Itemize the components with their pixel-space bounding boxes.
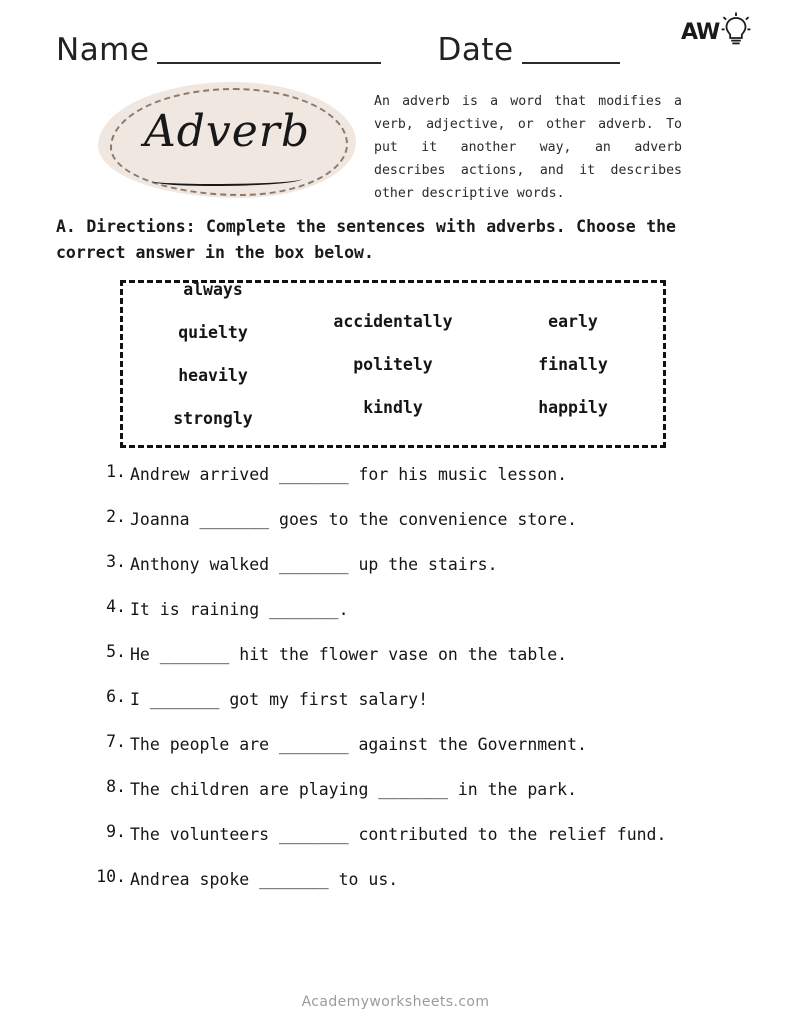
question-item xyxy=(92,638,722,671)
question-item xyxy=(92,458,722,491)
word-bank-item: politely xyxy=(353,354,433,374)
question-item xyxy=(92,593,722,626)
question-text[interactable]: I _______ got my first salary! xyxy=(130,690,429,709)
question-text[interactable]: The people are _______ against the Government. xyxy=(130,735,587,754)
worksheet-header xyxy=(56,0,735,68)
question-number: 4. xyxy=(106,597,126,616)
word-bank-item: always xyxy=(183,280,243,299)
intro-section xyxy=(56,82,735,210)
question-text[interactable]: Anthony walked _______ up the stairs. xyxy=(130,555,498,574)
date-blank-field[interactable] xyxy=(522,62,620,64)
brand-logo xyxy=(681,10,751,54)
question-item xyxy=(92,818,722,851)
word-bank-item: quielty xyxy=(178,323,248,342)
word-bank-item: accidentally xyxy=(333,311,453,331)
question-number: 1. xyxy=(106,462,126,481)
question-item xyxy=(92,863,722,896)
question-text[interactable]: He _______ hit the flower vase on the table. xyxy=(130,645,568,664)
question-item xyxy=(92,728,722,761)
question-text[interactable]: The children are playing _______ in the park. xyxy=(130,780,578,799)
footer-credit: Academyworksheets.com xyxy=(301,994,490,1010)
word-bank-box xyxy=(120,280,666,448)
logo-text: AW xyxy=(681,20,720,45)
question-item xyxy=(92,773,722,806)
question-number: 6. xyxy=(106,687,126,706)
question-item xyxy=(92,548,722,581)
question-number: 2. xyxy=(106,507,126,526)
name-label: Name xyxy=(56,32,150,68)
question-number: 9. xyxy=(106,822,126,841)
name-blank-field[interactable] xyxy=(157,62,381,64)
lightbulb-icon xyxy=(721,12,751,54)
word-bank-column xyxy=(483,278,663,450)
question-item xyxy=(92,683,722,716)
question-number: 8. xyxy=(106,777,126,796)
word-bank-item: heavily xyxy=(178,366,248,385)
directions-text: A. Directions: Complete the sentences with adverbs. Choose the correct answer in the box below. xyxy=(56,217,676,262)
question-number: 10. xyxy=(96,867,126,886)
question-text[interactable]: It is raining _______. xyxy=(130,600,349,619)
date-label: Date xyxy=(437,32,514,68)
question-text[interactable]: Andrew arrived _______ for his music lesson. xyxy=(130,465,568,484)
word-bank-column xyxy=(303,278,483,450)
word-bank-item: happily xyxy=(538,397,608,417)
word-bank-item: finally xyxy=(538,354,608,374)
word-bank-item: strongly xyxy=(173,409,253,428)
question-text[interactable]: The volunteers _______ contributed to the relief fund. xyxy=(130,825,667,844)
questions-list xyxy=(92,458,722,896)
question-number: 5. xyxy=(106,642,126,661)
word-bank-column xyxy=(123,268,303,440)
question-text[interactable]: Joanna _______ goes to the convenience store. xyxy=(130,510,578,529)
definition-text: An adverb is a word that modifies a verb, adjective, or other adverb. To put it another way, an adverb describes actions, and it describes other descriptive words. xyxy=(374,94,682,201)
question-number: 3. xyxy=(106,552,126,571)
page-title: Adverb xyxy=(143,106,311,157)
word-bank-item: early xyxy=(548,311,598,331)
question-text[interactable]: Andrea spoke _______ to us. xyxy=(130,870,399,889)
question-number: 7. xyxy=(106,732,126,751)
word-bank-item: kindly xyxy=(363,397,423,417)
question-item xyxy=(92,503,722,536)
